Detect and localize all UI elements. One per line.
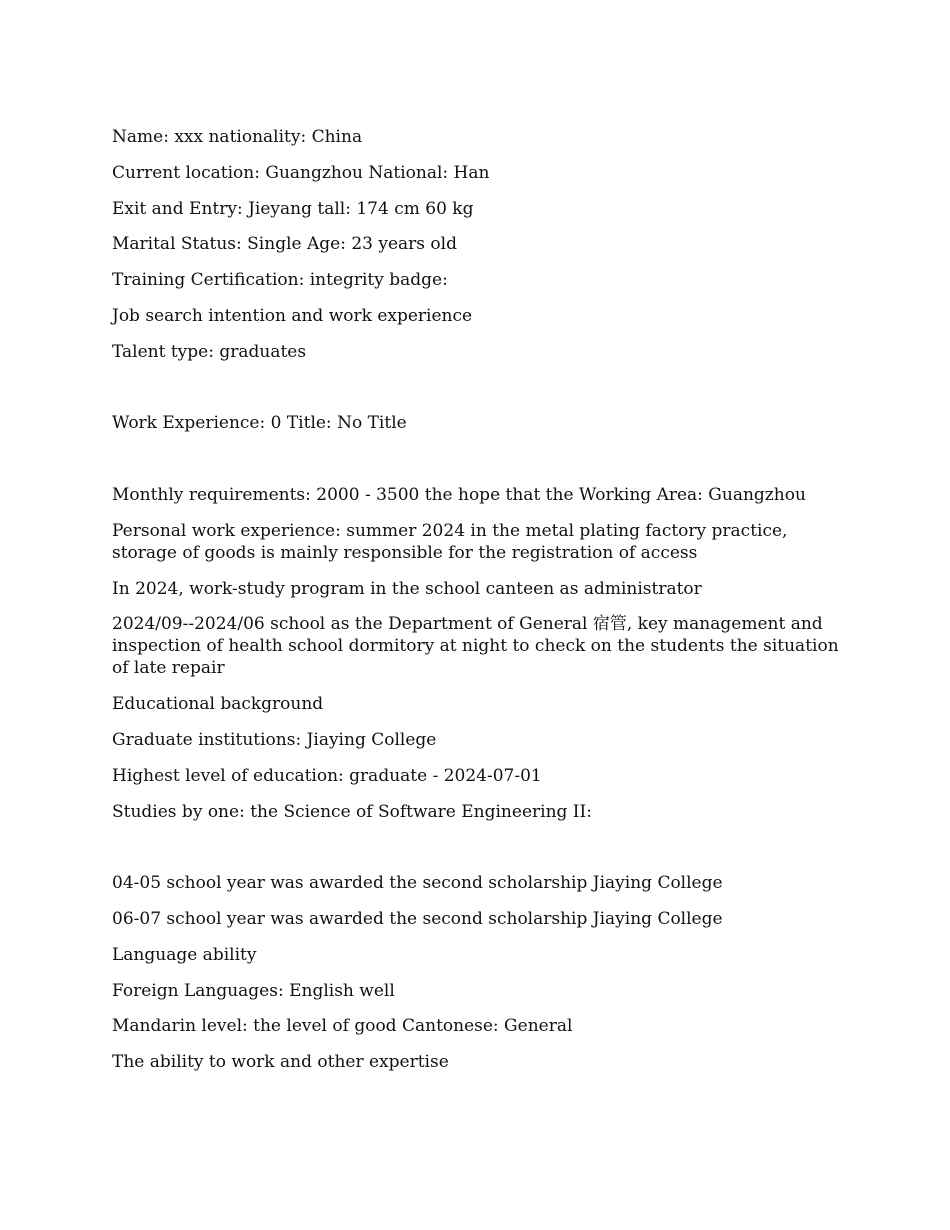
paragraph-marital-status: Marital Status: Single Age: 23 years old <box>112 234 457 255</box>
paragraph-foreign-languages: Foreign Languages: English well <box>112 980 395 1001</box>
paragraph-work-study-program: In 2024, work-study program in the school canteen as administrator <box>112 578 702 599</box>
paragraph-mandarin-level: Mandarin level: the level of good Cantonese: General <box>112 1016 573 1037</box>
paragraph-current-location: Current location: Guangzhou National: Han <box>112 162 490 183</box>
paragraph-talent-type: Talent type: graduates <box>112 341 307 362</box>
paragraph-graduate-institution: Graduate institutions: Jiaying College <box>112 729 437 750</box>
paragraph-highest-education: Highest level of education: graduate - 2024-07-01 <box>112 765 542 786</box>
paragraph-training-certification: Training Certification: integrity badge: <box>112 270 448 291</box>
paragraph-scholarship-2: 06-07 school year was awarded the second scholarship Jiaying College <box>112 908 723 929</box>
section-heading-language-ability: Language ability <box>112 944 257 965</box>
paragraph-dormitory-management: 2024/09--2024/06 school as the Department of General 宿管, key management and inspection of health school dormitory at night to check on the students the situation of late repair <box>112 614 839 679</box>
blank-line <box>112 377 840 399</box>
paragraph-work-experience-title: Work Experience: 0 Title: No Title <box>112 413 407 434</box>
blank-line <box>112 448 840 470</box>
section-heading-work-ability: The ability to work and other expertise <box>112 1052 449 1073</box>
document-body <box>112 126 840 1087</box>
paragraph-personal-work-experience: Personal work experience: summer 2024 in the metal plating factory practice, storage of goods is mainly responsible for the registration of access <box>112 520 788 563</box>
paragraph-exit-entry: Exit and Entry: Jieyang tall: 174 cm 60 kg <box>112 198 474 219</box>
section-heading-job-intention: Job search intention and work experience <box>112 305 473 326</box>
blank-line <box>112 836 840 858</box>
section-heading-education: Educational background <box>112 694 324 715</box>
paragraph-name-nationality: Name: xxx nationality: China <box>112 127 363 147</box>
paragraph-monthly-requirements: Monthly requirements: 2000 - 3500 the hope that the Working Area: Guangzhou <box>112 484 806 505</box>
paragraph-studies: Studies by one: the Science of Software Engineering II: <box>112 801 592 822</box>
paragraph-scholarship-1: 04-05 school year was awarded the second scholarship Jiaying College <box>112 873 723 894</box>
